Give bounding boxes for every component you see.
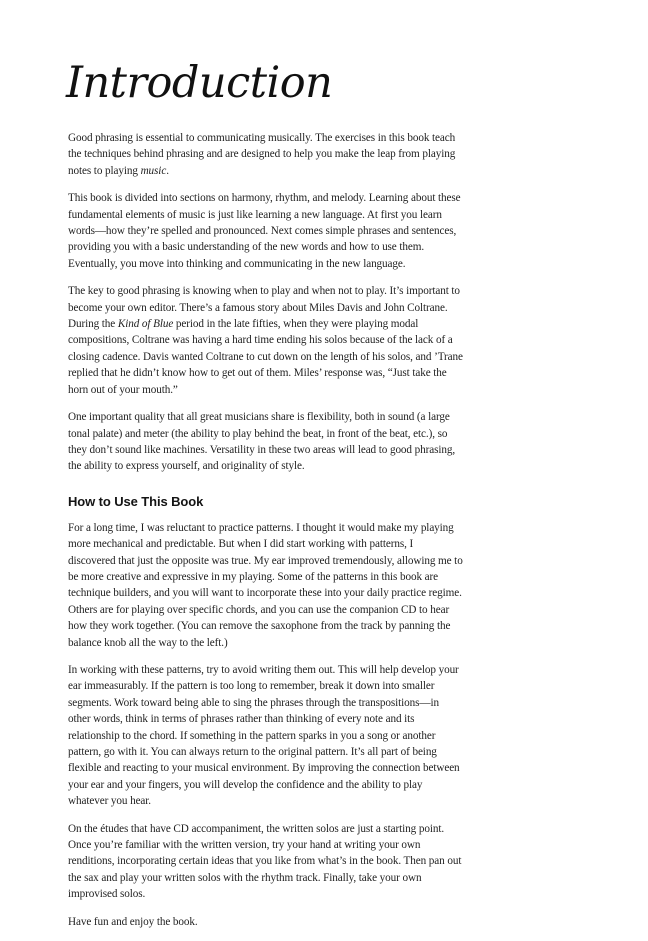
section-heading-how-to-use: How to Use This Book bbox=[68, 493, 204, 509]
usage-paragraph-1: For a long time, I was reluctant to practice patterns. I thought it would make my playing more mechanical and predictable. But when I did start working with patterns, I discovered that just the opposite was true. My ear improved tremendously, allowing me to be more creative and expressive in my playing. Some of the patterns in this book are technique builders, and you will want to incorporate these into your daily practice regime. Others are for playing over specific chords, and you can use the companion CD to hear how they work together. (You can remove the saxophone from the track by panning the balance knob all the way to the left.) bbox=[68, 521, 463, 649]
album-title-kind-of-blue: Kind of Blue bbox=[117, 318, 174, 331]
emphasis-music: music bbox=[140, 164, 167, 177]
usage-paragraph-3: On the études that have CD accompaniment, the written solos are just a starting point. Once you’re familiar with the written version, try your hand at writing your own renditions, incorporating certain ideas that you like from what’s in the book. Then pan out the sax and play your written solos with the rhythm track. Finally, take your own improvised solos. bbox=[68, 822, 462, 901]
usage-paragraph-2: In working with these patterns, try to avoid writing them out. This will help develop your ear immeasurably. If the pattern is too long to remember, break it down into smaller segments. Work toward being able to sing the phrases through the transpositions—in other words, think in terms of phrases rather than thinking of every note and its relationship to the chord. If something in the pattern sparks in you a song or another pattern, go with it. You can always return to the original pattern. It’s all part of being flexible and reacting to your musical environment. By improving the connection between your ear and your fingers, you will develop the confidence and the ability to play whatever you hear. bbox=[68, 663, 460, 808]
intro-paragraph-3-before: The key to good phrasing is knowing when to play and when not to play. It’s important to become your own editor. There’s a famous story about Miles Davis and John Coltrane. During the bbox=[68, 285, 460, 331]
closing-line: Have fun and enjoy the book. bbox=[68, 915, 198, 928]
intro-paragraph-1-end: . bbox=[166, 164, 169, 177]
intro-paragraph-3-after: period in the late fifties, when they were playing modal compositions, Coltrane was having a hard time ending his solos because of the lack of a closing cadence. Davis wanted Coltrane to cut down on the length of his solos, and ’Trane replied that he didn’t know how to get out of them. Miles’ response was, “Just take the horn out of your mouth.” bbox=[68, 318, 463, 396]
intro-paragraph-4: One important quality that all great musicians share is flexibility, both in sound (a large tonal palate) and meter (the ability to play behind the beat, in front of the beat, etc.), so they don’t sound like machines. Versatility in these two areas will lead to good phrasing, the ability to express yourself, and originality of style. bbox=[68, 411, 456, 473]
intro-paragraph-1-text: Good phrasing is essential to communicating musically. The exercises in this book teach the techniques behind phrasing and are designed to help you make the leap from playing notes to playing bbox=[68, 132, 456, 177]
intro-paragraph-1 bbox=[68, 130, 463, 179]
page-title: Introduction bbox=[66, 58, 333, 108]
page-body bbox=[68, 130, 463, 941]
intro-paragraph-2: This book is divided into sections on harmony, rhythm, and melody. Learning about these fundamental elements of music is just like learning a new language. At first you learn words—how they’re spelled and pronounced. Next comes simple phrases and sentences, providing you with a basic understanding of the new words and how to use them. Eventually, you move into thinking and communicating in the new language. bbox=[68, 192, 461, 270]
intro-paragraph-3 bbox=[68, 283, 463, 398]
